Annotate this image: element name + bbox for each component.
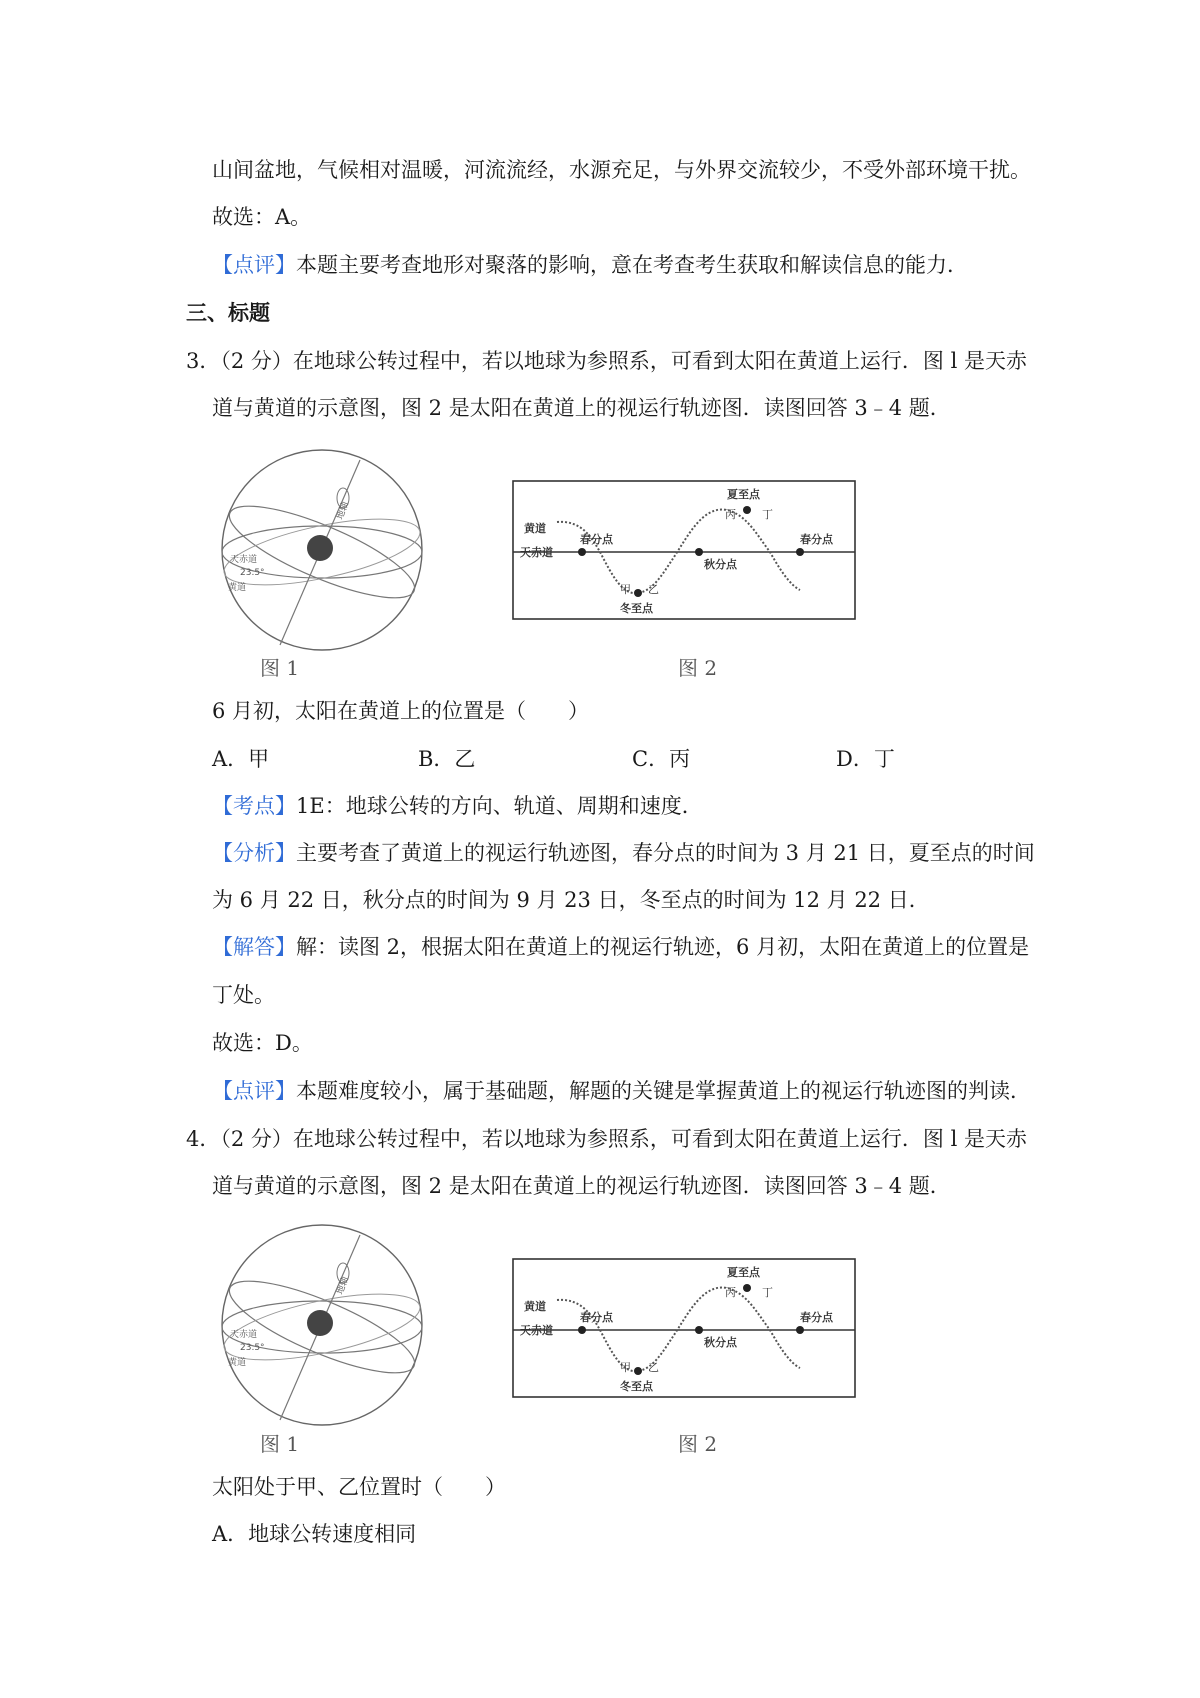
fig2-label-bing: 丙 — [725, 508, 736, 521]
review-tag: 【点评】 — [212, 253, 296, 277]
q3-fig2-caption: 图 2 — [678, 656, 718, 680]
q4-question: 太阳处于甲、乙位置时（ ） — [212, 1475, 506, 1499]
fenxi-tag: 【分析】 — [212, 841, 296, 865]
fig1-label-equator: 天赤道 — [230, 1330, 258, 1340]
jieda-tag: 【解答】 — [212, 935, 296, 959]
q3-jieda-line2: 丁处。 — [212, 983, 275, 1007]
fig2-label-ecliptic: 黄道 — [524, 1300, 546, 1313]
fig2-label-spring1: 春分点 — [580, 1311, 613, 1324]
q3-option-a: A．甲 — [212, 747, 270, 771]
fig2-label-summer: 夏至点 — [727, 1266, 760, 1279]
q4-option-a: A．地球公转速度相同 — [212, 1522, 417, 1546]
q4-fig1-caption: 图 1 — [260, 1432, 300, 1456]
q3-kaodian — [212, 791, 703, 821]
fig2-label-spring1: 春分点 — [580, 533, 613, 546]
fig1-label-axis: 地轴 — [335, 500, 351, 522]
fig2-label-bing: 丙 — [725, 1286, 736, 1299]
q4-figure-2-ecliptic-trajectory — [512, 1258, 857, 1398]
prev-review — [212, 250, 968, 280]
fig2-label-equator: 天赤道 — [520, 546, 553, 559]
fig2-label-yi: 乙 — [648, 583, 659, 596]
fig2-label-spring2: 春分点 — [800, 1311, 833, 1324]
q3-stem-line2: 道与黄道的示意图，图 2 是太阳在黄道上的视运行轨迹图．读图回答 3﹣4 题． — [212, 396, 951, 420]
fig2-label-spring2: 春分点 — [800, 533, 833, 546]
q4-stem-text: （2 分）在地球公转过程中，若以地球为参照系，可看到太阳在黄道上运行．图 l 是天赤 — [220, 1127, 1027, 1151]
fig2-label-winter: 冬至点 — [620, 602, 653, 615]
q3-question: 6 月初，太阳在黄道上的位置是（ ） — [212, 699, 590, 723]
q4-stem-line1 — [186, 1124, 1027, 1154]
q3-review-text: 本题难度较小，属于基础题，解题的关键是掌握黄道上的视运行轨迹图的判读． — [296, 1079, 1031, 1103]
q3-figure-1-celestial-sphere — [210, 440, 430, 660]
q3-fenxi-line1 — [212, 838, 1035, 868]
fig2-label-jia: 甲 — [620, 583, 631, 596]
q4-number: 4． — [186, 1127, 221, 1151]
kaodian-text: 1E：地球公转的方向、轨道、周期和速度． — [296, 794, 703, 818]
q3-stem-line1 — [186, 346, 1027, 376]
q3-fig1-caption: 图 1 — [260, 656, 300, 680]
prev-text-line: 山间盆地，气候相对温暖，河流流经，水源充足，与外界交流较少，不受外部环境干扰。 — [212, 158, 1031, 182]
fig1-label-equator: 天赤道 — [230, 555, 258, 565]
q3-fenxi-line2: 为 6 月 22 日，秋分点的时间为 9 月 23 日，冬至点的时间为 12 月 22 日． — [212, 888, 930, 912]
q3-stem-text: （2 分）在地球公转过程中，若以地球为参照系，可看到太阳在黄道上运行．图 l 是天赤 — [220, 349, 1027, 373]
q4-fig2-caption: 图 2 — [678, 1432, 718, 1456]
fenxi-text: 主要考查了黄道上的视运行轨迹图，春分点的时间为 3 月 21 日，夏至点的时间 — [296, 841, 1035, 865]
fig1-label-angle: 23.5° — [240, 568, 265, 578]
q3-option-c: C．丙 — [632, 747, 691, 771]
fig2-label-yi: 乙 — [648, 1361, 659, 1374]
fig2-label-autumn: 秋分点 — [704, 1336, 737, 1349]
fig2-label-ecliptic: 黄道 — [524, 522, 546, 535]
fig1-label-axis: 地轴 — [335, 1275, 351, 1297]
jieda-text: 解：读图 2，根据太阳在黄道上的视运行轨迹，6 月初，太阳在黄道上的位置是 — [296, 935, 1030, 959]
fig2-label-autumn: 秋分点 — [704, 558, 737, 571]
section-title: 三、标题 — [186, 300, 270, 325]
q3-review — [212, 1076, 1031, 1106]
fig2-label-summer: 夏至点 — [727, 488, 760, 501]
kaodian-tag: 【考点】 — [212, 794, 296, 818]
fig2-label-winter: 冬至点 — [620, 1380, 653, 1393]
fig2-label-jia: 甲 — [620, 1361, 631, 1374]
prev-answer: 故选：A。 — [212, 205, 312, 229]
fig1-label-ecliptic: 黄道 — [228, 1358, 247, 1368]
q3-number: 3． — [186, 349, 221, 373]
fig2-label-ding: 丁 — [762, 508, 773, 521]
q3-option-d: D．丁 — [836, 747, 895, 771]
fig1-label-angle: 23.5° — [240, 1343, 265, 1353]
review-text: 本题主要考查地形对聚落的影响，意在考查考生获取和解读信息的能力． — [296, 253, 968, 277]
q3-review-tag: 【点评】 — [212, 1079, 296, 1103]
q3-answer: 故选：D。 — [212, 1031, 313, 1055]
q3-option-b: B．乙 — [418, 747, 476, 771]
fig2-label-equator: 天赤道 — [520, 1324, 553, 1337]
q4-stem-line2: 道与黄道的示意图，图 2 是太阳在黄道上的视运行轨迹图．读图回答 3﹣4 题． — [212, 1174, 951, 1198]
q3-jieda-line1 — [212, 932, 1029, 962]
q4-figure-1-celestial-sphere — [210, 1215, 430, 1435]
fig1-label-ecliptic: 黄道 — [228, 583, 247, 593]
q3-figure-2-ecliptic-trajectory — [512, 480, 857, 620]
fig2-label-ding: 丁 — [762, 1286, 773, 1299]
